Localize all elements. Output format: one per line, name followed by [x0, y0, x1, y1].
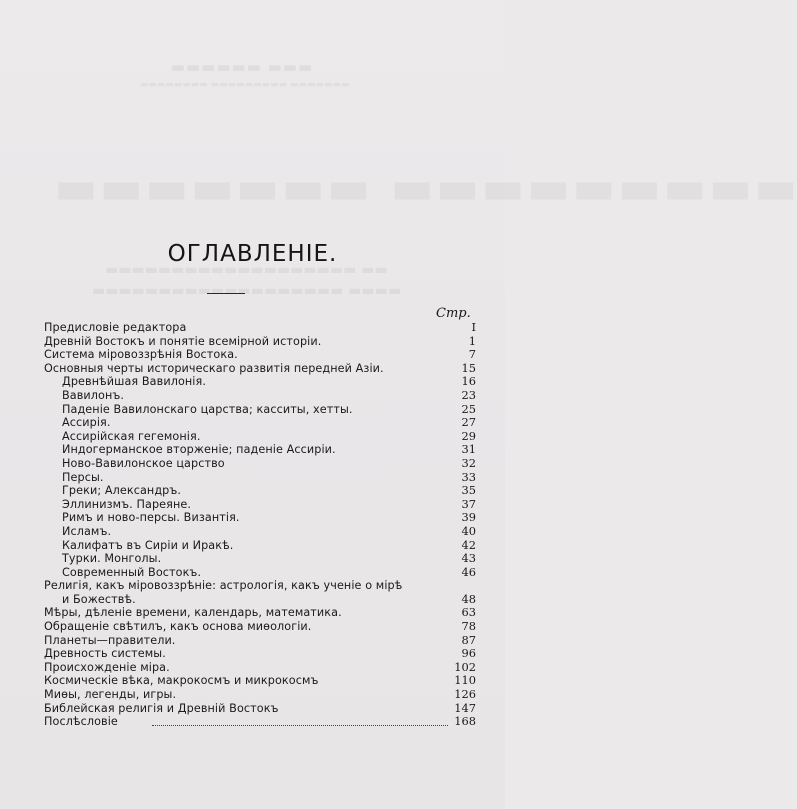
toc-entry-title [44, 321, 186, 335]
toc-entry [44, 688, 476, 702]
toc-entry-title-line: Ассирійская гегемонія. [62, 429, 201, 443]
toc-entry-title-line: Основныя черты историческаго развитія передней Азіи. [44, 361, 384, 375]
bleed-through-text: ▬▬▬▬ ▬▬▬▬▬▬▬▬▬▬▬▬▬▬▬▬▬▬▬ [92, 283, 402, 299]
toc-entry-page-number: 1 [468, 333, 476, 348]
toc-entry [44, 674, 476, 688]
toc-entry-title [44, 443, 336, 457]
toc-entry-title [44, 403, 353, 417]
toc-entry [44, 457, 476, 471]
toc-entry [44, 471, 476, 485]
toc-entry-title [44, 525, 111, 539]
toc-entry-title-line: Исламъ. [62, 524, 112, 538]
toc-entry-title-line: Индогерманское вторженіе; паденіе Ассиріи. [62, 443, 336, 457]
bleed-through-text: ▬▬▬▬▬▬▬ ▬▬▬▬▬▬▬▬▬ ▬▬▬▬▬▬▬▬ [140, 80, 350, 90]
toc-entry-title-line: Ново-Вавилонское царство [62, 456, 225, 470]
toc-entry-title [44, 579, 402, 606]
toc-entry-page-number: 96 [461, 646, 476, 661]
toc-entry-title-line: Послѣсловіе [44, 715, 118, 729]
toc-entry [44, 620, 476, 634]
toc-entry-page-number: 78 [461, 619, 476, 634]
toc-entry-title [44, 715, 118, 729]
toc-entry-page-number: 63 [461, 605, 476, 620]
toc-entry [44, 525, 476, 539]
toc-entry-title-line: Эллинизмъ. Пареяне. [62, 497, 192, 511]
toc-entry-title [44, 606, 342, 620]
toc-entry [44, 552, 476, 566]
toc-entry-title [44, 634, 175, 648]
toc-entry-title-line: Религія, какъ міровоззрѣніе: астрологія, какъ ученіе о мірѣ [44, 579, 403, 593]
toc-entry-title [44, 511, 240, 525]
toc-entry-page-number: 29 [461, 428, 476, 443]
toc-entry-title-line: Римъ и ново-персы. Византія. [62, 511, 240, 525]
toc-entry-title [44, 389, 124, 403]
toc-entry [44, 539, 476, 553]
toc-entry-title-line: Современный Востокъ. [62, 565, 202, 579]
toc-entry [44, 647, 476, 661]
toc-entry-title-line: Обращеніе свѣтилъ, какъ основа миѳологіи. [44, 620, 312, 634]
toc-entry-title-line: Система міровоззрѣнія Востока. [44, 348, 238, 362]
toc-entry-title [44, 362, 384, 376]
toc-entry-title-line: Паденіе Вавилонскаго царства; касситы, хетты. [62, 402, 353, 416]
toc-entry-title-line: Библейская религія и Древній Востокъ [44, 701, 279, 715]
toc-entry-title-line: Турки. Монголы. [62, 552, 162, 566]
toc-entry-title-line: Планеты—правители. [44, 633, 176, 647]
toc-entry-title [44, 335, 321, 349]
toc-entry-page-number: 168 [454, 714, 476, 729]
toc-entry [44, 416, 476, 430]
toc-entry-title [44, 471, 104, 485]
toc-entry-title-line: Древность системы. [44, 647, 166, 661]
toc-entry-page-number: 35 [461, 483, 476, 498]
toc-entry-title-line: Космическіе вѣка, макрокосмъ и микрокосмъ [44, 674, 319, 688]
toc-entry-title [44, 484, 181, 498]
toc-entry-title-line: и Божествѣ. [62, 592, 136, 606]
toc-entry-page-number: I [471, 320, 476, 334]
toc-entry [44, 606, 476, 620]
toc-entry-page-number: 102 [454, 659, 476, 674]
toc-entry [44, 362, 476, 376]
toc-entry-title-line: Происхожденіе міра. [44, 660, 170, 674]
toc-entry-title [44, 566, 201, 580]
toc-entry [44, 579, 476, 606]
title-underline [207, 293, 245, 294]
toc-entry [44, 348, 476, 362]
toc-entry-page-number: 126 [454, 687, 476, 702]
toc-entry-page-number: 27 [461, 415, 476, 430]
toc-entry [44, 661, 476, 675]
toc-entry [44, 403, 476, 417]
toc-entry-page-number: 43 [461, 551, 476, 566]
toc-entry-title [44, 702, 279, 716]
toc-entry-title [44, 620, 311, 634]
bleed-through-text: ▬▬▬ ▬▬▬▬▬▬ [170, 58, 313, 76]
toc-entry-title [44, 688, 176, 702]
toc-entry-title-line: Миѳы, легенды, игры. [44, 688, 177, 702]
toc-entry-title [44, 552, 161, 566]
toc-entry-title-line: Вавилонъ. [62, 388, 125, 402]
toc-entry [44, 484, 476, 498]
toc-entry-page-number: 48 [461, 591, 476, 606]
page-column-label: Стр. [436, 306, 471, 321]
toc-entry-title-line: Мѣры, дѣленіе времени, календарь, математика. [44, 606, 342, 620]
toc-entry [44, 702, 476, 716]
toc-entry-title-line: Древній Востокъ и понятіе всемірной исторіи. [44, 334, 322, 348]
toc-entry [44, 430, 476, 444]
toc-entry-title-line: Калифатъ въ Сиріи и Иракѣ. [62, 538, 234, 552]
toc-entry-title-line: Ассирія. [62, 416, 111, 430]
toc-entry-page-number: 42 [461, 537, 476, 552]
toc-entry-page-number: 110 [454, 673, 476, 688]
toc-entry [44, 443, 476, 457]
toc-entry [44, 511, 476, 525]
toc-entry-page-number: 37 [461, 496, 476, 511]
toc-entry [44, 375, 476, 389]
toc-entry-page-number: 7 [468, 347, 476, 362]
toc-entry-page-number: 15 [461, 360, 476, 375]
toc-entry-title [44, 647, 166, 661]
toc-entry [44, 634, 476, 648]
toc-entry-page-number: 31 [461, 442, 476, 457]
toc-entry-title [44, 661, 170, 675]
page-title: ОГЛАВЛЕНІЕ. [167, 241, 338, 267]
bleed-through-text: ▬▬▬▬▬▬▬▬▬ ▬▬▬▬▬▬▬ [52, 160, 797, 214]
toc-entry [44, 566, 476, 580]
toc-entry-title [44, 416, 111, 430]
toc-entry [44, 498, 476, 512]
toc-entry-page-number: 32 [461, 455, 476, 470]
toc-entry-page-number: 39 [461, 510, 476, 525]
toc-entry-title-line: Предисловіе редактора [44, 321, 187, 334]
toc-entry-title [44, 539, 233, 553]
toc-entry [44, 335, 476, 349]
toc-entry-title-line: Древнѣйшая Вавилонія. [62, 375, 206, 389]
toc-entry-title [44, 430, 200, 444]
toc-entry-page-number: 46 [461, 564, 476, 579]
toc-entry-title-line: Персы. [62, 470, 104, 484]
toc-entry-title [44, 375, 206, 389]
bleed-through-text: ▬▬ ▬▬▬▬▬▬▬▬▬▬▬▬▬▬▬▬▬▬▬ [105, 262, 388, 278]
toc-entry [44, 389, 476, 403]
toc-entry-title [44, 674, 319, 688]
toc-entry-title-line: Греки; Александръ. [62, 484, 182, 498]
toc-entry-page-number: 87 [461, 632, 476, 647]
dot-leader [152, 725, 448, 726]
toc-entry [44, 321, 476, 335]
toc-entry-page-number: 33 [461, 469, 476, 484]
toc-entry-page-number: 23 [461, 387, 476, 402]
toc-entry-page-number: 40 [461, 523, 476, 538]
table-of-contents [44, 321, 476, 729]
toc-entry-title [44, 498, 191, 512]
toc-entry-page-number: 25 [461, 401, 476, 416]
toc-entry-title [44, 457, 225, 471]
toc-entry-page-number: 16 [461, 374, 476, 389]
toc-entry-page-number: 147 [454, 700, 476, 715]
toc-entry-title [44, 348, 238, 362]
toc-entry [44, 715, 476, 729]
